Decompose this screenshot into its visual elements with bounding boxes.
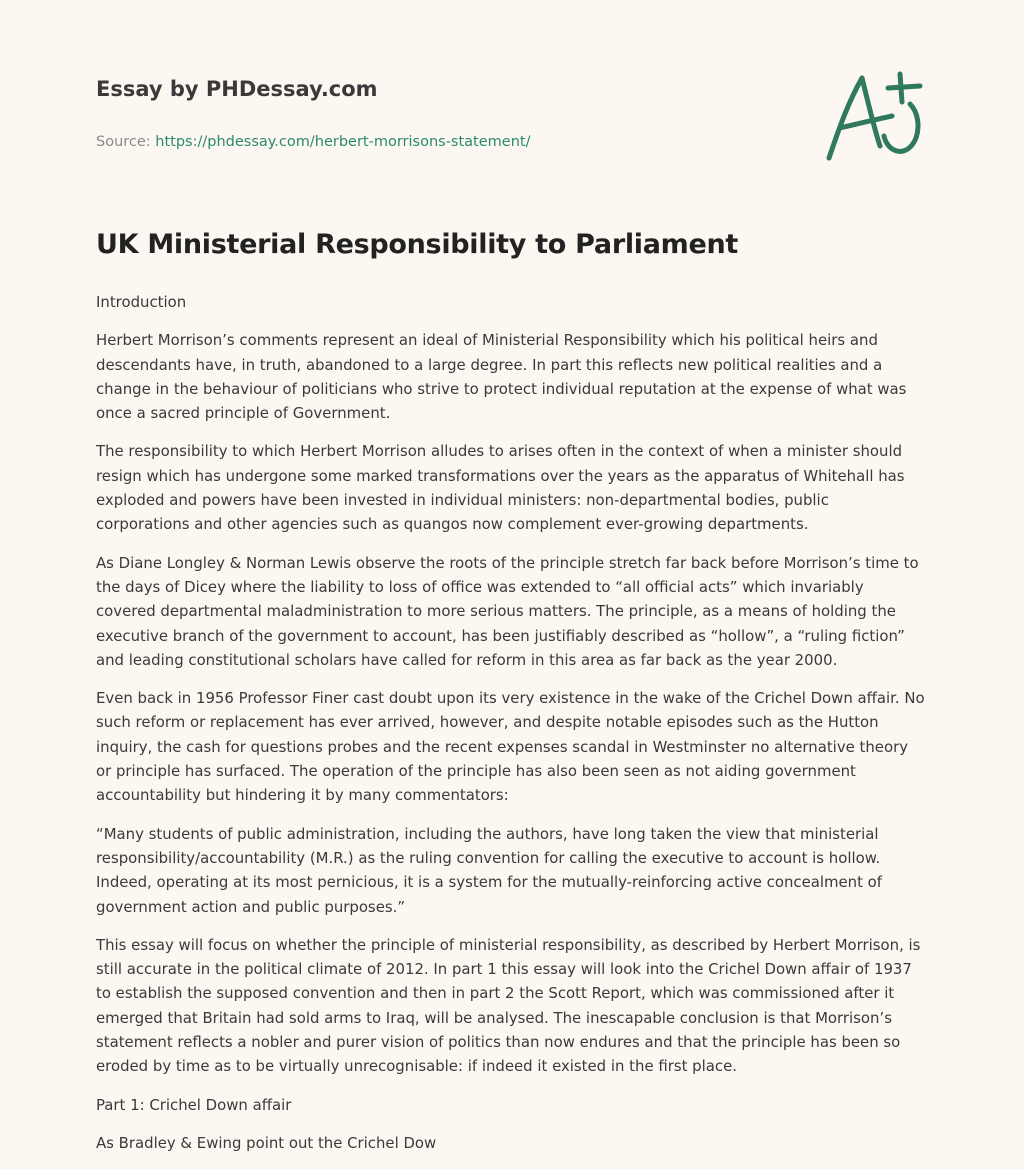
source-label: Source: [96,134,151,150]
paragraph: As Diane Longley & Norman Lewis observe the roots of the principle stretch far back before Morrison’s time to the days of Dicey where the liability to loss of office was extended to “all official acts” which invariably covered departmental maladministration to more serious matters. The principle, as a means of holding the executive branch of the government to account, has been justifiably described as “hollow”, a “ruling fiction” and leading constitutional scholars have called for reform in this area as far back as the year 2000. [96,553,919,669]
brand-title: Essay by PHDessay.com [96,77,378,101]
paragraph-truncated: As Bradley & Ewing point out the Crichel Dow [96,1133,437,1152]
essay-header [96,74,796,152]
paragraph: The responsibility to which Herbert Morrison alludes to arises often in the context of when a minister should resign which has undergone some marked transformations over the years as the apparatus of Whitehall has exploded and powers have been invested in individual ministers: non-departmental bodies, public corporations and other agencies such as quangos now complement ever-growing departments. [96,442,905,534]
section-heading-introduction: Introduction [96,293,187,311]
paragraph: Herbert Morrison’s comments represent an ideal of Ministerial Responsibility which his political heirs and descendants have, in truth, abandoned to a large degree. In part this reflects new political realities and a change in the behaviour of politicians who strive to protect individual reputation at the expense of what was once a sacred principle of Government. [96,331,907,423]
essay-title: UK Ministerial Responsibility to Parliament [96,229,739,260]
source-link[interactable]: https://phdessay.com/herbert-morrisons-statement/ [155,134,531,150]
paragraph: Even back in 1956 Professor Finer cast doubt upon its very existence in the wake of the Crichel Down affair. No such reform or replacement has ever arrived, however, and despite notable episodes such as the Hutton inquiry, the cash for questions probes and the recent expenses scandal in Westminster no alternative theory or principle has surfaced. The operation of the principle has also been seen as not aiding government accountability but hindering it by many commentators: [96,689,925,805]
essay-body [96,226,926,1169]
source-line [96,132,796,152]
a-plus-logo-icon [822,66,932,166]
paragraph: This essay will focus on whether the principle of ministerial responsibility, as described by Herbert Morrison, is still accurate in the political climate of 2012. In part 1 this essay will look into the Crichel Down affair of 1937 to establish the supposed convention and then in part 2 the Scott Report, which was commissioned after it emerged that Britain had sold arms to Iraq, will be analysed. The inescapable conclusion is that Morrison’s statement reflects a nobler and purer vision of politics than now endures and that the principle has been so eroded by time as to be virtually unrecognisable: if indeed it existed in the first place. [96,935,921,1076]
block-quote: “Many students of public administration, including the authors, have long taken the view that ministerial responsibility/accountability (M.R.) as the ruling convention for calling the executive to account is hollow. Indeed, operating at its most pernicious, it is a system for the mutually-reinforcing active concealment of government action and public purposes.” [96,824,883,916]
section-heading-part-1: Part 1: Crichel Down affair [96,1095,292,1114]
